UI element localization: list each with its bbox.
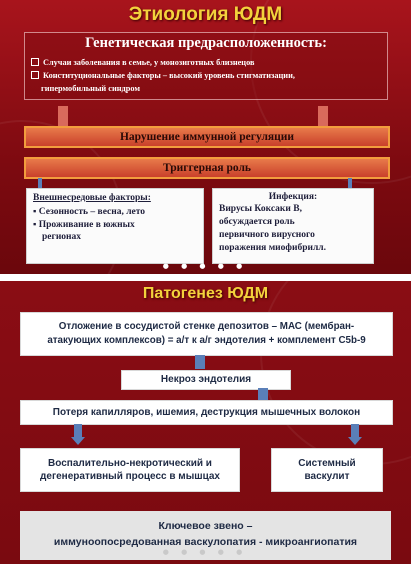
infection-line: первичного вирусного (219, 230, 315, 240)
arrow-down-icon (195, 355, 205, 369)
infection-line: поражения миофибрилл. (219, 243, 326, 253)
infection-line: обсуждается роль (219, 217, 295, 227)
arrow-down-icon (348, 178, 352, 188)
infection-box (212, 188, 374, 264)
environment-box (26, 188, 204, 264)
genetic-item: Случаи заболевания в семье, у монозиготных близнецов (31, 58, 255, 67)
key-link-line: иммуноопосредованная васкулопатия - микроангиопатия (53, 536, 358, 548)
pathogenesis-title: Патогенез ЮДМ (142, 285, 269, 302)
systemic-vasculitis-box (271, 448, 383, 492)
environment-item: ▪ Сезонность – весна, лето (33, 207, 146, 217)
arrow-down-icon (74, 424, 82, 438)
inflammatory-line: дегенеративный процесс в мышцах (40, 471, 220, 482)
mac-deposits-box (20, 312, 393, 356)
environment-heading: Внешнесредовые факторы: (33, 193, 151, 203)
arrow-down-icon (258, 388, 268, 400)
arrow-down-icon (58, 106, 68, 128)
genetic-heading: Генетическая предрасположенность: (85, 35, 327, 51)
checkbox-icon (31, 58, 39, 66)
endothelium-necrosis-box: Некроз эндотелия (121, 370, 291, 390)
etiology-slide (0, 0, 411, 274)
arrow-down-icon (318, 106, 328, 128)
capillary-loss-box: Потеря капилляров, ишемия, деструкция мышечных волокон (20, 400, 393, 425)
etiology-title: Этиология ЮДМ (128, 4, 283, 25)
genetic-item: Конституциональные факторы – высокий уровень стигматизации, (31, 71, 295, 80)
immune-regulation-bar: Нарушение иммунной регуляции (24, 126, 390, 148)
mac-line: Отложение в сосудистой стенке депозитов – МАС (мембран- (58, 321, 355, 332)
vasculitis-line: Системный (298, 458, 356, 469)
mac-line: атакующих комплексов) = а/т к а/г эндотелия + комплемент С5b-9 (47, 335, 366, 346)
genetic-box (24, 32, 388, 100)
arrow-down-icon (351, 424, 359, 438)
arrow-down-icon (38, 178, 42, 188)
arrow-down-icon (71, 437, 85, 445)
slide-pagination-dots[interactable]: ● ● ● ● ● (162, 548, 248, 556)
vasculitis-line: васкулит (304, 471, 350, 482)
inflammatory-process-box (20, 448, 240, 492)
arrow-down-icon (348, 437, 362, 445)
inflammatory-line: Воспалительно-некротический и (48, 458, 212, 469)
trigger-role-bar: Триггерная роль (24, 157, 390, 179)
infection-line: Вирусы Коксаки В, (219, 204, 302, 214)
infection-heading: Инфекция: (268, 192, 318, 202)
checkbox-icon (31, 71, 39, 79)
genetic-item-continued: гипермобильный синдром (41, 84, 140, 93)
environment-item: ▪ Проживание в южных (33, 220, 135, 230)
slide-pagination-dots[interactable]: ● ● ● ● ● (162, 262, 248, 270)
environment-item-continued: регионах (42, 232, 82, 242)
key-link-line: Ключевое звено – (158, 520, 253, 532)
